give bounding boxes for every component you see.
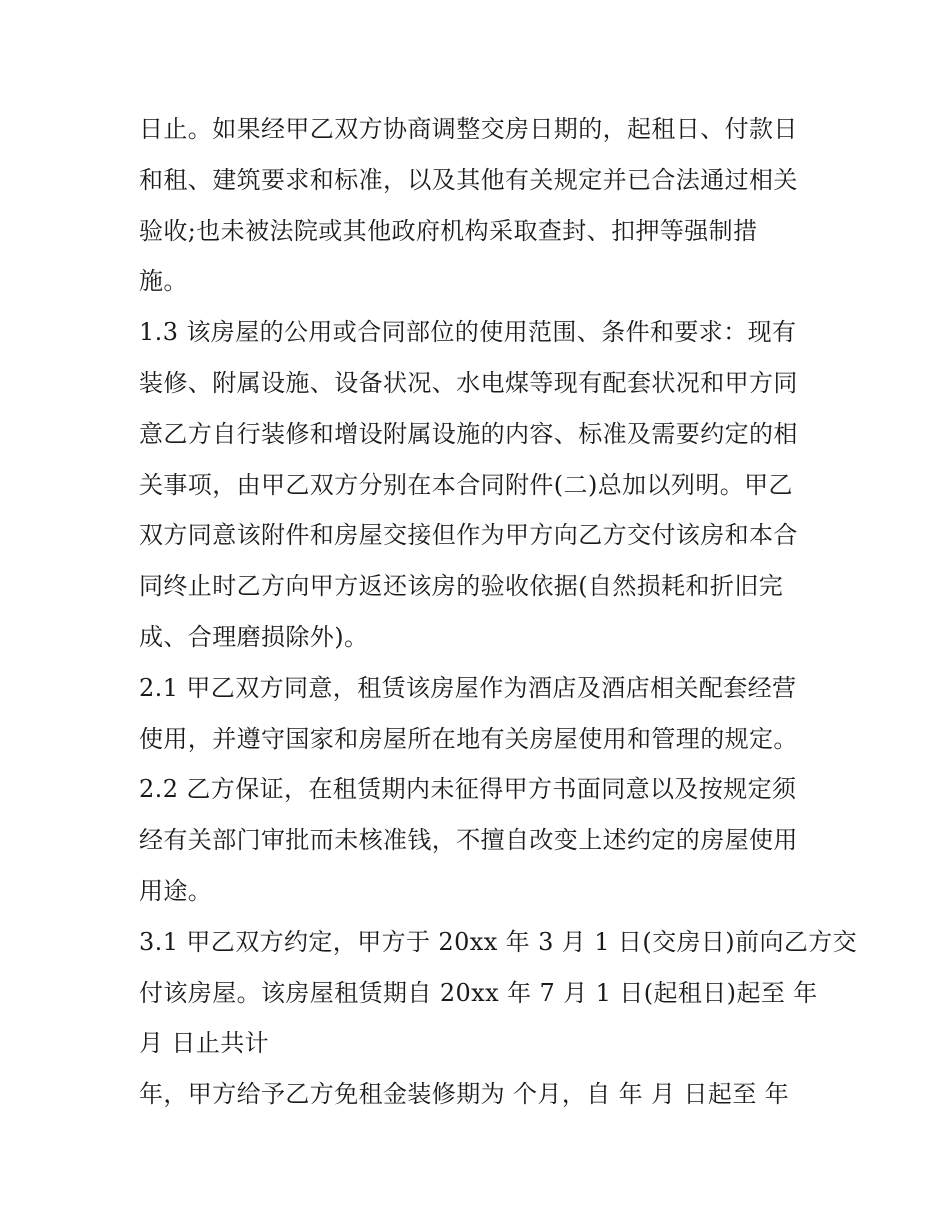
text-line: 装修、附属设施、设备状况、水电煤等现有配套状况和甲方同	[139, 368, 798, 397]
text-line: 用途。	[139, 876, 213, 905]
text-line: 意乙方自行装修和增设附属设施的内容、标准及需要约定的相	[139, 419, 798, 448]
text-line: 成、合理磨损除外)。	[139, 622, 369, 651]
clause-2-2-line: 2.2 乙方保证，在租赁期内未征得甲方书面同意以及按规定须	[139, 775, 797, 804]
clause-3-1-line: 3.1 甲乙双方约定，甲方于 20xx 年 3 月 1 日(交房日)前向乙方交	[139, 927, 858, 956]
text-line: 月 日止共计	[139, 1029, 270, 1058]
text-line: 年，甲方给予乙方免租金装修期为 个月，自 年 月 日起至 年	[139, 1080, 790, 1109]
text-line: 使用，并遵守国家和房屋所在地有关房屋使用和管理的规定。	[139, 724, 798, 753]
text-line: 验收;也未被法院或其他政府机构采取查封、扣押等强制措	[139, 216, 758, 245]
document-body	[139, 104, 858, 1120]
text-line: 关事项，由甲乙双方分别在本合同附件(二)总加以列明。甲乙	[139, 470, 793, 499]
text-line: 施。	[139, 267, 188, 296]
clause-1-3-line: 1.3 该房屋的公用或合同部位的使用范围、条件和要求：现有	[139, 318, 797, 347]
text-line: 经有关部门审批而未核准钱，不擅自改变上述约定的房屋使用	[139, 826, 798, 855]
text-line: 付该房屋。该房屋租赁期自 20xx 年 7 月 1 日(起租日)起至 年	[139, 978, 818, 1007]
text-line: 和租、建筑要求和标准，以及其他有关规定并已合法通过相关	[139, 165, 798, 194]
text-line: 日止。如果经甲乙双方协商调整交房日期的，起租日、付款日	[139, 115, 798, 143]
text-line: 双方同意该附件和房屋交接但作为甲方向乙方交付该房和本合	[139, 521, 798, 550]
text-line: 同终止时乙方向甲方返还该房的验收依据(自然损耗和折旧完	[139, 572, 784, 601]
clause-2-1-line: 2.1 甲乙双方同意，租赁该房屋作为酒店及酒店相关配套经营	[139, 673, 797, 702]
